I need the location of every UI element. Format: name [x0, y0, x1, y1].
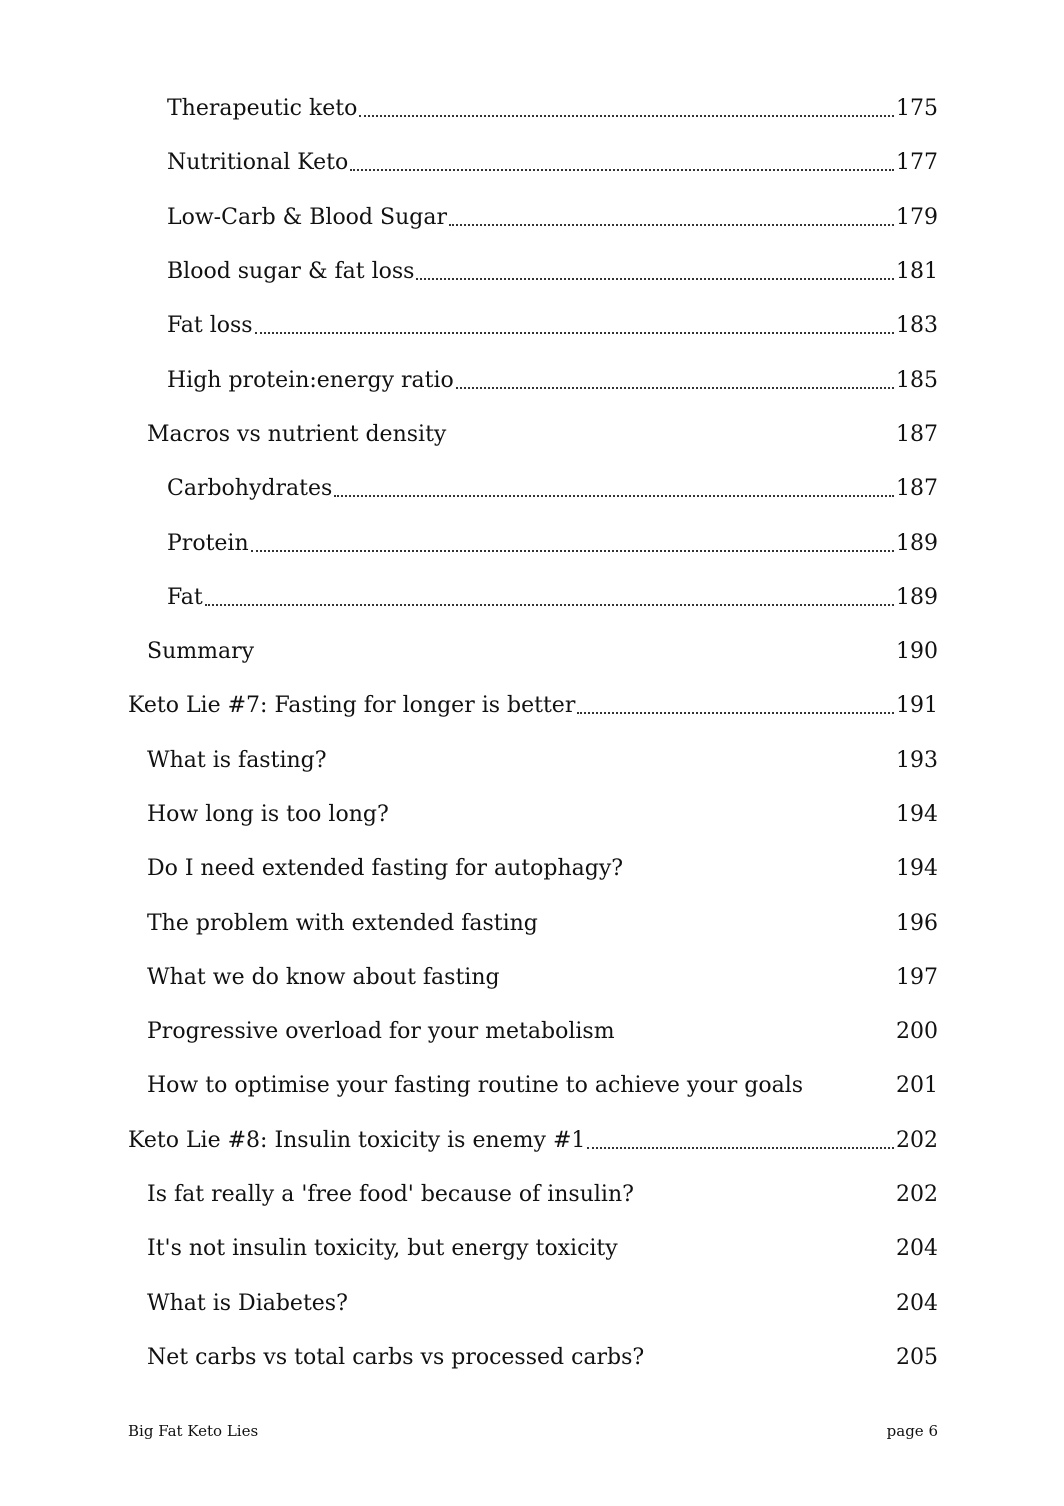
toc-dot-leader [334, 478, 894, 500]
toc-spacer [617, 1021, 894, 1043]
toc-dot-leader [449, 207, 894, 229]
toc-entry-page-number: 187 [896, 476, 938, 502]
toc-entry[interactable] [0, 191, 1064, 245]
toc-entry-page-number: 194 [896, 802, 938, 827]
toc-entry[interactable] [0, 299, 1064, 353]
toc-entry-title: Keto Lie #8: Insulin toxicity is enemy #1 [128, 1127, 586, 1153]
toc-entry[interactable] [0, 1277, 1064, 1331]
toc-entry-page-number: 202 [896, 1127, 938, 1153]
toc-entry-page-number: 185 [896, 367, 938, 393]
toc-entry-title: Macros vs nutrient density [147, 421, 447, 447]
toc-entry-title: Low-Carb & Blood Sugar [167, 204, 447, 230]
toc-spacer [391, 804, 894, 826]
toc-entry-page-number: 191 [896, 693, 938, 719]
toc-entry-page-number: 175 [896, 96, 938, 122]
toc-spacer [502, 967, 894, 989]
toc-dot-leader [416, 261, 894, 283]
toc-entry-page-number: 189 [896, 584, 938, 610]
toc-entry-page-number: 204 [896, 1236, 938, 1262]
toc-entry-title: The problem with extended fasting [147, 910, 538, 936]
toc-entry-page-number: 179 [896, 204, 938, 230]
toc-entry-title: Keto Lie #7: Fasting for longer is better [128, 693, 576, 719]
toc-spacer [448, 424, 894, 446]
toc-spacer [625, 858, 894, 880]
toc-entry[interactable] [0, 788, 1064, 842]
toc-entry[interactable] [0, 625, 1064, 679]
toc-entry[interactable] [0, 516, 1064, 570]
toc-entry-title: What is Diabetes? [147, 1290, 348, 1316]
toc-entry-title: Is fat really a 'free food' because of insulin? [147, 1182, 634, 1208]
toc-entry[interactable] [0, 245, 1064, 299]
toc-spacer [540, 913, 894, 935]
toc-entry[interactable] [0, 842, 1064, 896]
toc-entry[interactable] [0, 1059, 1064, 1113]
toc-entry-page-number: 201 [896, 1073, 938, 1099]
toc-entry-page-number: 187 [896, 421, 938, 447]
toc-entry[interactable] [0, 679, 1064, 733]
toc-entry-page-number: 177 [896, 150, 938, 176]
toc-entry-page-number: 200 [896, 1019, 938, 1045]
toc-dot-leader [251, 533, 894, 555]
toc-entry[interactable] [0, 1114, 1064, 1168]
toc-entry-title: How to optimise your fasting routine to achieve your goals [147, 1073, 804, 1099]
footer-book-title: Big Fat Keto Lies [128, 1422, 259, 1440]
toc-entry-title: It's not insulin toxicity, but energy toxicity [147, 1236, 618, 1262]
toc-entry-title: Carbohydrates [167, 476, 333, 502]
toc-entry-page-number: 196 [896, 910, 938, 936]
toc-spacer [646, 1347, 894, 1369]
toc-entry[interactable] [0, 1005, 1064, 1059]
toc-spacer [350, 1293, 894, 1315]
toc-entry-title: Fat [167, 584, 203, 610]
toc-entry-page-number: 205 [896, 1344, 938, 1370]
footer-page-number: page 6 [886, 1422, 938, 1440]
toc-entry-title: Therapeutic keto [167, 96, 358, 122]
toc-entry-title: High protein:energy ratio [167, 367, 454, 393]
toc-entry-page-number: 197 [896, 964, 938, 990]
toc-entry-title: What is fasting? [147, 747, 327, 773]
toc-dot-leader [255, 315, 894, 337]
toc-entry[interactable] [0, 1168, 1064, 1222]
toc-entry[interactable] [0, 136, 1064, 190]
toc-spacer [256, 641, 894, 663]
toc-entry-page-number: 194 [896, 856, 938, 882]
toc-entry[interactable] [0, 1222, 1064, 1276]
toc-entry-title: Net carbs vs total carbs vs processed carbs? [147, 1344, 645, 1370]
toc-entry-page-number: 189 [896, 530, 938, 556]
toc-entry-page-number: 181 [896, 259, 938, 285]
toc-entry-title: Protein [167, 530, 249, 556]
toc-entry[interactable] [0, 1331, 1064, 1385]
toc-dot-leader [205, 587, 894, 609]
toc-dot-leader [587, 1130, 894, 1152]
toc-entry-title: Summary [147, 639, 255, 665]
table-of-contents [0, 82, 1064, 1385]
toc-entry[interactable] [0, 896, 1064, 950]
toc-entry[interactable] [0, 408, 1064, 462]
toc-spacer [620, 1238, 894, 1260]
toc-entry-title: Progressive overload for your metabolism [147, 1019, 615, 1045]
toc-entry-page-number: 190 [896, 639, 938, 665]
toc-entry-title: What we do know about fasting [147, 964, 500, 990]
toc-entry-page-number: 204 [896, 1290, 938, 1316]
toc-entry[interactable] [0, 353, 1064, 407]
toc-entry[interactable] [0, 951, 1064, 1005]
toc-entry-title: Blood sugar & fat loss [167, 259, 415, 285]
toc-entry-page-number: 202 [896, 1182, 938, 1208]
toc-dot-leader [456, 370, 894, 392]
toc-entry[interactable] [0, 734, 1064, 788]
toc-entry-page-number: 193 [896, 747, 938, 773]
toc-entry-title: Do I need extended fasting for autophagy? [147, 856, 624, 882]
page-footer [128, 1422, 938, 1440]
toc-entry-title: How long is too long? [147, 802, 389, 827]
toc-dot-leader [359, 98, 894, 120]
toc-entry-page-number: 183 [896, 313, 938, 339]
toc-entry[interactable] [0, 82, 1064, 136]
toc-entry-title: Fat loss [167, 313, 253, 339]
toc-dot-leader [577, 695, 894, 717]
toc-entry-title: Nutritional Keto [167, 150, 349, 176]
toc-entry[interactable] [0, 571, 1064, 625]
toc-spacer [636, 1184, 894, 1206]
toc-spacer [329, 750, 894, 772]
toc-entry[interactable] [0, 462, 1064, 516]
toc-dot-leader [350, 152, 894, 174]
toc-spacer [805, 1075, 894, 1097]
